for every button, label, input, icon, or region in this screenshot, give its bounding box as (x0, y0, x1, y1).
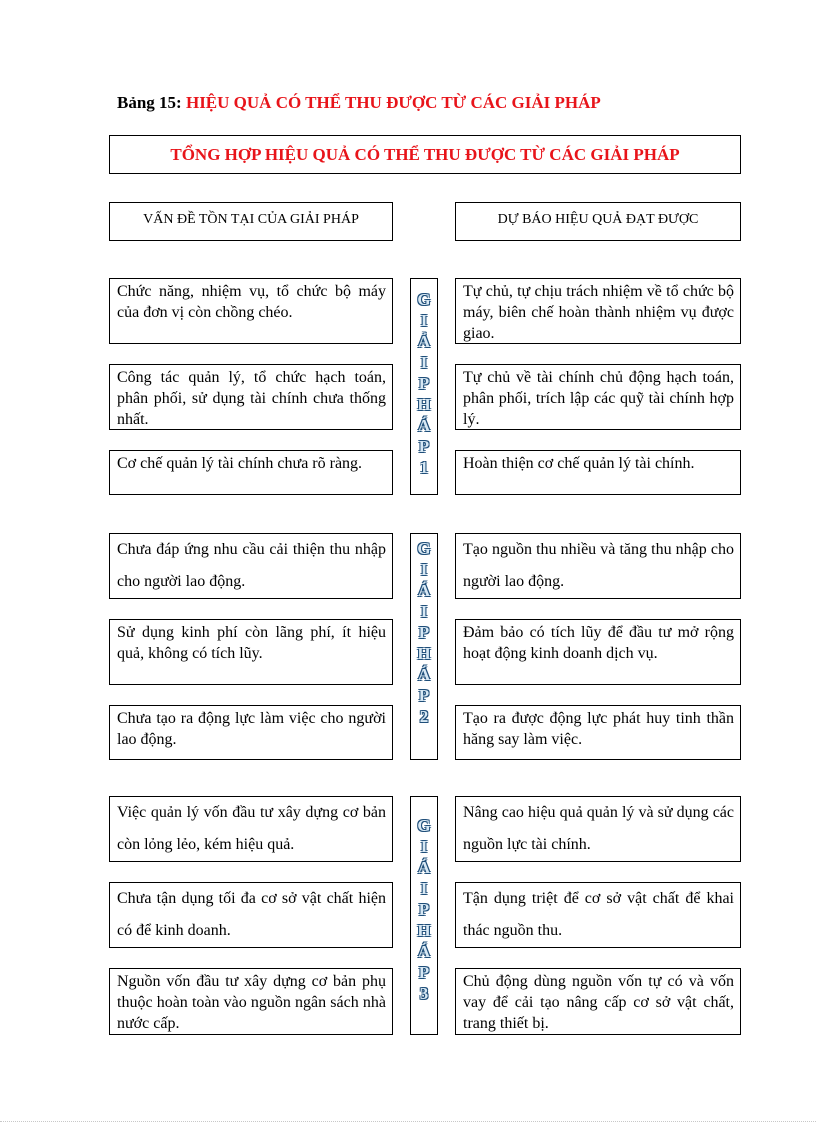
effect-cell: Tự chủ về tài chính chủ động hạch toán, phân phối, trích lập các quỹ tài chính hợp lý. (455, 364, 741, 430)
solution-letter: Á (417, 858, 431, 877)
solution-letter: 3 (419, 984, 429, 1003)
problem-cell: Sử dụng kinh phí còn lãng phí, ít hiệu quả, không có tích lũy. (109, 619, 393, 685)
summary-title-box: TỔNG HỢP HIỆU QUẢ CÓ THỂ THU ĐƯỢC TỪ CÁC GIẢI PHÁP (109, 135, 741, 174)
solution-letter: 1 (419, 458, 429, 477)
problem-cell: Nguồn vốn đầu tư xây dựng cơ bản phụ thuộc hoàn toàn vào nguồn ngân sách nhà nước cấp. (109, 968, 393, 1035)
solution-letter: Á (417, 416, 431, 435)
solution-letter: Á (417, 665, 431, 684)
problem-cell: Chưa tận dụng tối đa cơ sở vật chất hiện có để kinh doanh. (109, 882, 393, 948)
solution-letter: H (417, 921, 431, 940)
problem-cell: Chức năng, nhiệm vụ, tổ chức bộ máy của đơn vị còn chồng chéo. (109, 278, 393, 344)
problem-cell: Chưa đáp ứng nhu cầu cải thiện thu nhập cho người lao động. (109, 533, 393, 599)
solution-letter: Á (417, 942, 431, 961)
solution-letter: I (420, 879, 428, 898)
solution-letter: I (420, 353, 428, 372)
effect-cell: Tận dụng triệt để cơ sở vật chất để khai thác nguồn thu. (455, 882, 741, 948)
solution-letter: H (417, 644, 431, 663)
caption-label: Bảng 15: (117, 93, 186, 112)
caption-title: HIỆU QUẢ CÓ THỂ THU ĐƯỢC TỪ CÁC GIẢI PHÁP (185, 93, 601, 112)
solution-letter: I (420, 560, 428, 579)
effect-cell: Chủ động dùng nguồn vốn tự có và vốn vay để cải tạo nâng cấp cơ sở vật chất, trang thiết bị. (455, 968, 741, 1035)
problem-cell: Cơ chế quản lý tài chính chưa rõ ràng. (109, 450, 393, 495)
solution-letter: H (417, 395, 431, 414)
problem-cell: Việc quản lý vốn đầu tư xây dựng cơ bản còn lỏng lẻo, kém hiệu quả. (109, 796, 393, 862)
solution-letter: P (418, 623, 430, 642)
solution-letter: P (418, 900, 430, 919)
solution-letter: I (420, 311, 428, 330)
header-problems: VẤN ĐỀ TỒN TẠI CỦA GIẢI PHÁP (109, 202, 393, 241)
page-bottom-divider (0, 1121, 816, 1122)
effect-cell: Hoàn thiện cơ chế quản lý tài chính. (455, 450, 741, 495)
problem-cell: Công tác quản lý, tổ chức hạch toán, phân phối, sử dụng tài chính chưa thống nhất. (109, 364, 393, 430)
solution-label-3 (410, 796, 438, 1035)
effect-cell: Tự chủ, tự chịu trách nhiệm về tổ chức bộ máy, biên chế hoàn thành nhiệm vụ được giao. (455, 278, 741, 344)
effect-cell: Đảm bảo có tích lũy để đầu tư mở rộng hoạt động kinh doanh dịch vụ. (455, 619, 741, 685)
header-effects: DỰ BÁO HIỆU QUẢ ĐẠT ĐƯỢC (455, 202, 741, 241)
effect-cell: Nâng cao hiệu quả quản lý và sử dụng các nguồn lực tài chính. (455, 796, 741, 862)
solution-letter: 2 (419, 707, 429, 726)
problem-cell: Chưa tạo ra động lực làm việc cho người lao động. (109, 705, 393, 760)
solution-letter: I (420, 602, 428, 621)
solution-letter: G (417, 290, 431, 309)
effect-cell: Tạo ra được động lực phát huy tinh thần hăng say làm việc. (455, 705, 741, 760)
solution-letter: P (418, 686, 430, 705)
solution-label-1 (410, 278, 438, 495)
solution-letter: Á (417, 581, 431, 600)
table-caption (117, 93, 601, 113)
solution-letter: I (420, 837, 428, 856)
effect-cell: Tạo nguồn thu nhiều và tăng thu nhập cho người lao động. (455, 533, 741, 599)
solution-letter: G (417, 539, 431, 558)
solution-letter: Ả (417, 332, 431, 351)
solution-letter: P (418, 963, 430, 982)
solution-letter: G (417, 816, 431, 835)
solution-letter: P (418, 374, 430, 393)
solution-label-2 (410, 533, 438, 760)
solution-letter: P (418, 437, 430, 456)
